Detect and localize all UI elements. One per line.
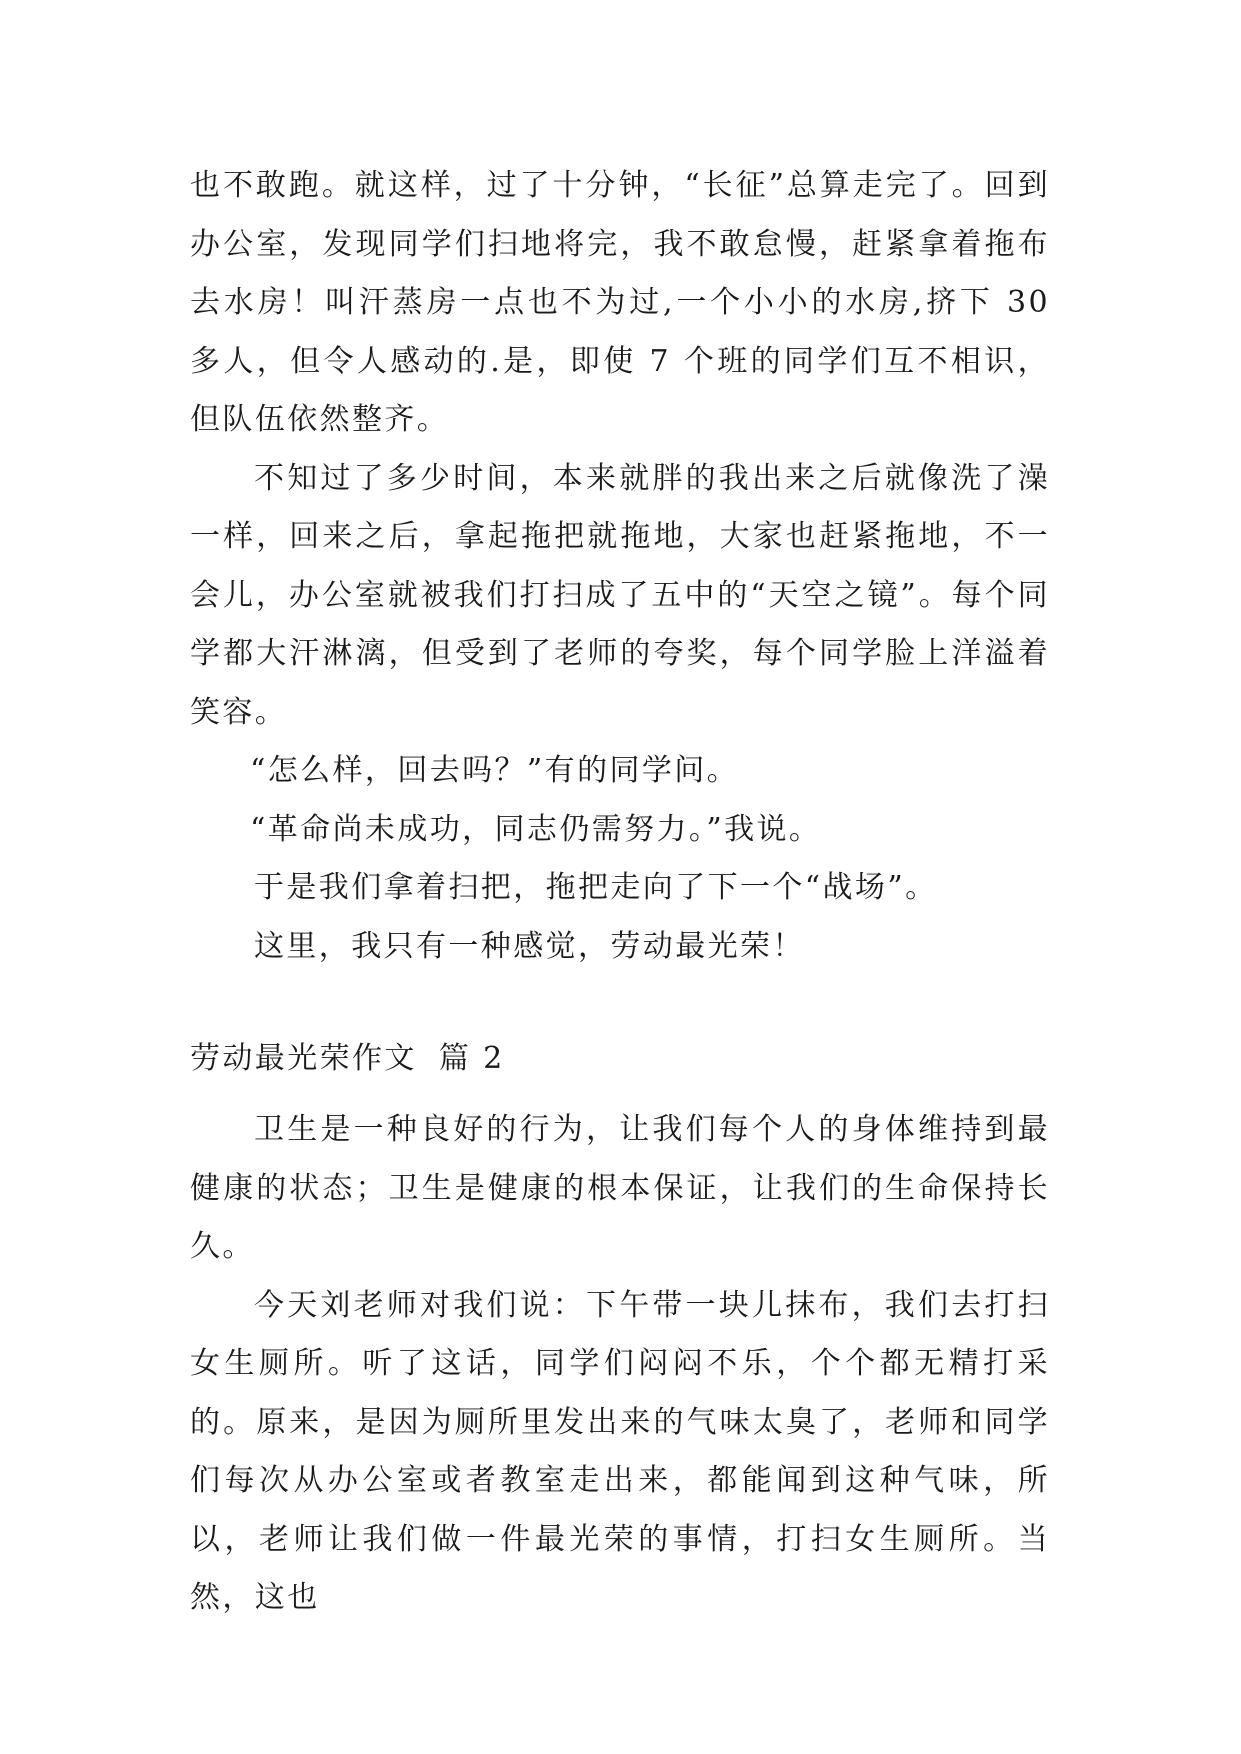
paragraph-2: 不知过了多少时间，本来就胖的我出来之后就像洗了澡一样，回来之后，拿起拖把就拖地，大家也赶紧拖地，不一会儿，办公室就被我们打扫成了五中的“天空之镜”。每个同学都大汗淋漓，但受到了老师的夸奖，每个同学脸上洋溢着笑容。	[190, 460, 1050, 730]
essay-heading	[190, 1030, 505, 1089]
section-1-text	[190, 157, 1050, 976]
dialog-line-2: “革命尚未成功，同志仍需努力。”我说。	[250, 811, 822, 847]
paragraph-continued: 也不敢跑。就这样，过了十分钟，“长征”总算走完了。回到办公室，发现同学们扫地将完，我不敢怠慢，赶紧拿着拖布去水房！叫汗蒸房一点也不为过,一个小小的水房,挤下 30 多人，但令人感动的.是，即使 7 个班的同学们互不相识，但队伍依然整齐。	[190, 168, 1050, 437]
section-2-paragraph-2: 今天刘老师对我们说：下午带一块儿抹布，我们去打扫女生厕所。听了这话，同学们闷闷不乐，个个都无精打采的。原来，是因为厕所里发出来的气味太臭了，老师和同学们每次从办公室或者教室走出来，都能闻到这种气味，所以，老师让我们做一件最光荣的事情，打扫女生厕所。当然，这也	[190, 1287, 1050, 1615]
paragraph-3: 于是我们拿着扫把，拖把走向了下一个“战场”。	[254, 870, 938, 905]
section-2-paragraph-1: 卫生是一种良好的行为，让我们每个人的身体维持到最健康的状态；卫生是健康的根本保证，让我们的生命保持长久。	[190, 1112, 1050, 1264]
section-2-text	[190, 1101, 1050, 1628]
essay-title: 劳动最光荣作文	[190, 1041, 417, 1076]
paragraph-4: 这里，我只有一种感觉，劳动最光荣！	[254, 928, 805, 964]
dialog-line-1: “怎么样，回去吗？”有的同学问。	[250, 753, 740, 788]
essay-part-label: 篇 2	[438, 1041, 505, 1076]
